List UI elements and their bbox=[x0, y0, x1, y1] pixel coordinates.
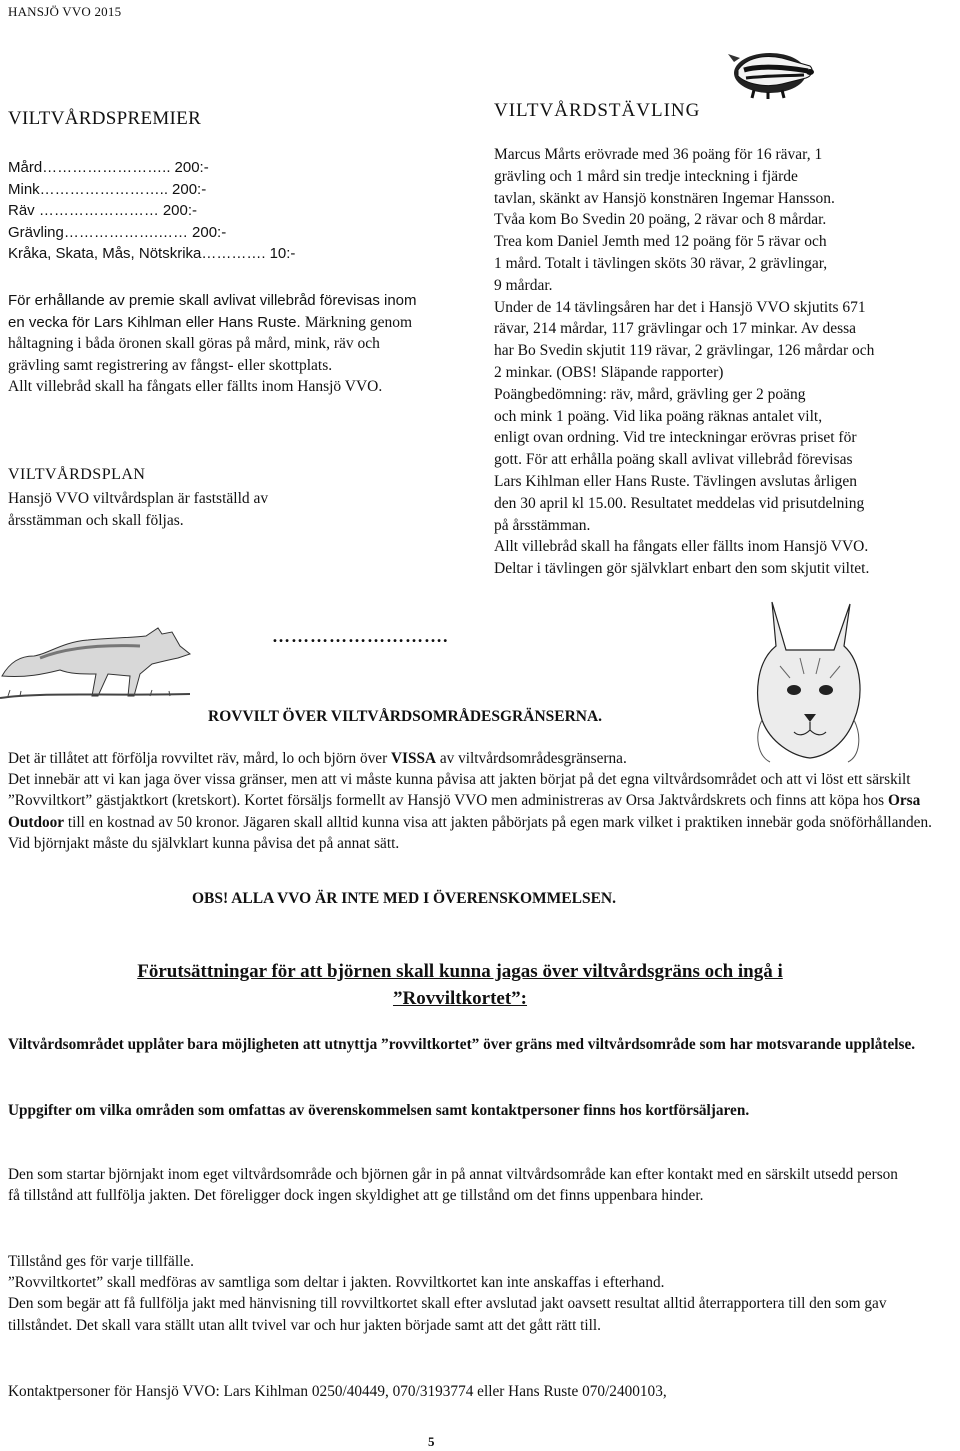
premier-item-label: Kråka, Skata, Mås, Nötskrika…………. bbox=[8, 245, 266, 262]
tavling-line: Lars Kihlman eller Hans Ruste. Tävlingen avslutas årligen bbox=[494, 472, 858, 490]
tavling-line: Allt villebråd skall ha fångats eller fällts inom Hansjö VVO. bbox=[494, 538, 869, 556]
premier-item-amount: 200:- bbox=[172, 180, 207, 198]
premier-item-amount: 200:- bbox=[174, 159, 209, 176]
tavling-line: gott. För att erhålla poäng skall avlivat villebråd förevisas bbox=[494, 451, 853, 469]
premier-item-label: Mink…………………….. bbox=[8, 180, 169, 198]
premier-paragraph-3: Allt villebråd skall ha fångats eller fällts inom Hansjö VVO. bbox=[8, 378, 383, 395]
contact-persons: Kontaktpersoner för Hansjö VVO: Lars Kihlman 0250/40449, 070/3193774 eller Hans Ruste 070/2400103, bbox=[8, 1383, 667, 1400]
rovvilt-title: ROVVILT ÖVER VILTVÅRDSOMRÅDESGRÄNSERNA. bbox=[208, 708, 603, 725]
rovvilt-paragraph: Det innebär att vi kan jaga över vissa gränser, men att vi måste kunna påvisa att jakten börjat på det egna viltvårdsområdet och att vi löst ett särskilt ”Rovviltkort” gästjaktkort (kretskort). Kortet försäljs formellt av Hansjö VVO men administreras av Orsa Jaktvårdskrets och finns att köpa hos Orsa Outdoor till en kostnad av 50 kronor. Jägaren skall alltid kunna visa att jakten påbörjats på egen mark vilket i praktiken innebär goda snöförhållanden. Vid björnjakt måste du självklart kunna påvisa det på annat sätt. bbox=[8, 771, 932, 852]
premier-item-amount: 200:- bbox=[192, 223, 227, 241]
tavling-line: 1 mård. Totalt i tävlingen sköts 30 rävar, 2 grävlingar, bbox=[494, 254, 828, 272]
badger-illustration bbox=[724, 40, 819, 100]
dots-divider: ………………………. bbox=[272, 626, 449, 646]
tavling-line: Marcus Mårts erövrade med 36 poäng för 16 rävar, 1 bbox=[494, 146, 823, 163]
premier-paragraph-2: Märkning genom håltagning i båda öronen skall göras på mård, mink, räv och grävling samt registrering av fångst- eller skottplats. bbox=[8, 313, 413, 374]
tavling-line: Under de 14 tävlingsåren har det i Hansjö VVO skjutits 671 bbox=[494, 298, 866, 316]
forutsattningar-bold-2: Uppgifter om vilka områden som omfattas av överenskommelsen samt kontaktpersoner finns hos kortförsäljaren. bbox=[8, 1102, 750, 1119]
tavling-line: 9 mårdar. bbox=[494, 276, 553, 294]
premier-item bbox=[8, 200, 295, 222]
premier-item bbox=[8, 222, 295, 244]
page-header: HANSJÖ VVO 2015 bbox=[8, 4, 122, 19]
tavling-line: enligt ovan ordning. Vid tre inteckningar erövras priset för bbox=[494, 429, 857, 447]
rovvilt-text bbox=[8, 748, 938, 854]
premier-item bbox=[8, 157, 295, 179]
forutsattningar-title: Förutsättningar för att björnen skall kunna jagas över viltvårdsgräns och ingå i ”Rovviltkortet”: bbox=[137, 961, 783, 1009]
tavling-line: den 30 april kl 15.00. Resultatet meddelas vid prisutdelning bbox=[494, 494, 865, 512]
tavling-line: grävling och 1 mård sin tredje inteckning i fjärde bbox=[494, 167, 798, 185]
tavling-line: på årsstämman. bbox=[494, 516, 591, 534]
tavling-line: rävar, 214 mårdar, 117 grävlingar och 17 minkar. Av dessa bbox=[494, 320, 857, 338]
tavling-line: Tvåa kom Bo Svedin 20 poäng, 2 rävar och 8 mårdar. bbox=[494, 211, 827, 229]
tavling-line: och mink 1 poäng. Vid lika poäng räknas antalet vilt, bbox=[494, 407, 823, 425]
tavling-line: tavlan, skänkt av Hansjö konstnären Ingemar Hansson. bbox=[494, 189, 835, 207]
page-number: 5 bbox=[428, 1434, 435, 1449]
forutsattningar-paragraph-1: Den som startar björnjakt inom eget viltvårdsområde och björnen går in på annat viltvårdsområde kan efter kontakt med en särskilt utsedd person få tillstånd att fullfölja jakten. Det föreligger dock ingen skyldighet att ge tillstånd om det finns uppenbara hinder. bbox=[8, 1166, 898, 1205]
rovvilt-obs: OBS! ALLA VVO ÄR INTE MED I ÖVERENSKOMMELSEN. bbox=[192, 890, 617, 907]
plan-text: Hansjö VVO viltvårdsplan är fastställd av årsstämman och skall följas. bbox=[8, 490, 269, 529]
premier-item-amount: 10:- bbox=[269, 245, 296, 262]
premier-list bbox=[8, 157, 295, 265]
tavling-title: VILTVÅRDSTÄVLING bbox=[494, 100, 701, 121]
tavling-line: Trea kom Daniel Jemth med 12 poäng för 5 rävar och bbox=[494, 233, 827, 251]
premier-item-label: Räv …………………… bbox=[8, 202, 159, 219]
lynx-illustration bbox=[750, 596, 870, 766]
premier-item-amount: 200:- bbox=[162, 202, 198, 219]
premier-item bbox=[8, 243, 295, 265]
tavling-text bbox=[494, 144, 956, 580]
tavling-line: Deltar i tävlingen gör självklart enbart den som skjutit viltet. bbox=[494, 560, 870, 578]
tavling-line: har Bo Svedin skjutit 119 rävar, 2 grävlingar, 126 mårdar och bbox=[494, 342, 875, 360]
premier-text bbox=[8, 290, 418, 398]
forutsattningar-bold-1: Viltvårdsområdet upplåter bara möjligheten att utnyttja ”rovviltkortet” över gräns med viltvårdsområde som har motsvarande upplåtelse. bbox=[8, 1036, 916, 1053]
forutsattningar-paragraph-2: Tillstånd ges för varje tillfälle. ”Rovviltkortet” skall medföras av samtliga som deltar i jakten. Rovviltkortet kan inte anskaffas i efterhand. Den som begär att få fullfölja jakt med hänvisning till rovviltkortet skall efter avslutad jakt oavsett resultat alltid återrapportera till den som gav tillståndet. Det skall vara ställt utan allt tvivel var och hur jakten började samt att det gått rätt till. bbox=[8, 1253, 887, 1334]
premier-item-label: Grävling……………….…… bbox=[8, 223, 189, 241]
premier-item-label: Mård…………………….. bbox=[8, 159, 171, 176]
premier-title: VILTVÅRDSPREMIER bbox=[8, 108, 202, 129]
tavling-line: 2 minkar. (OBS! Släpande rapporter) bbox=[494, 363, 724, 381]
fox-illustration bbox=[0, 612, 195, 704]
plan-title: VILTVÅRDSPLAN bbox=[8, 466, 146, 483]
tavling-line: Poängbedömning: räv, mård, grävling ger 2 poäng bbox=[494, 385, 806, 403]
rovvilt-line-1: Det är tillåtet att förfölja rovviltet räv, mård, lo och björn över VISSA av viltvårdsområdesgränserna. bbox=[8, 750, 627, 767]
premier-item bbox=[8, 179, 295, 201]
premier-paragraph-1: För erhållande av premie skall avlivat villebråd förevisas inom en vecka för Lars Kihlman eller Hans Ruste. bbox=[8, 292, 417, 331]
